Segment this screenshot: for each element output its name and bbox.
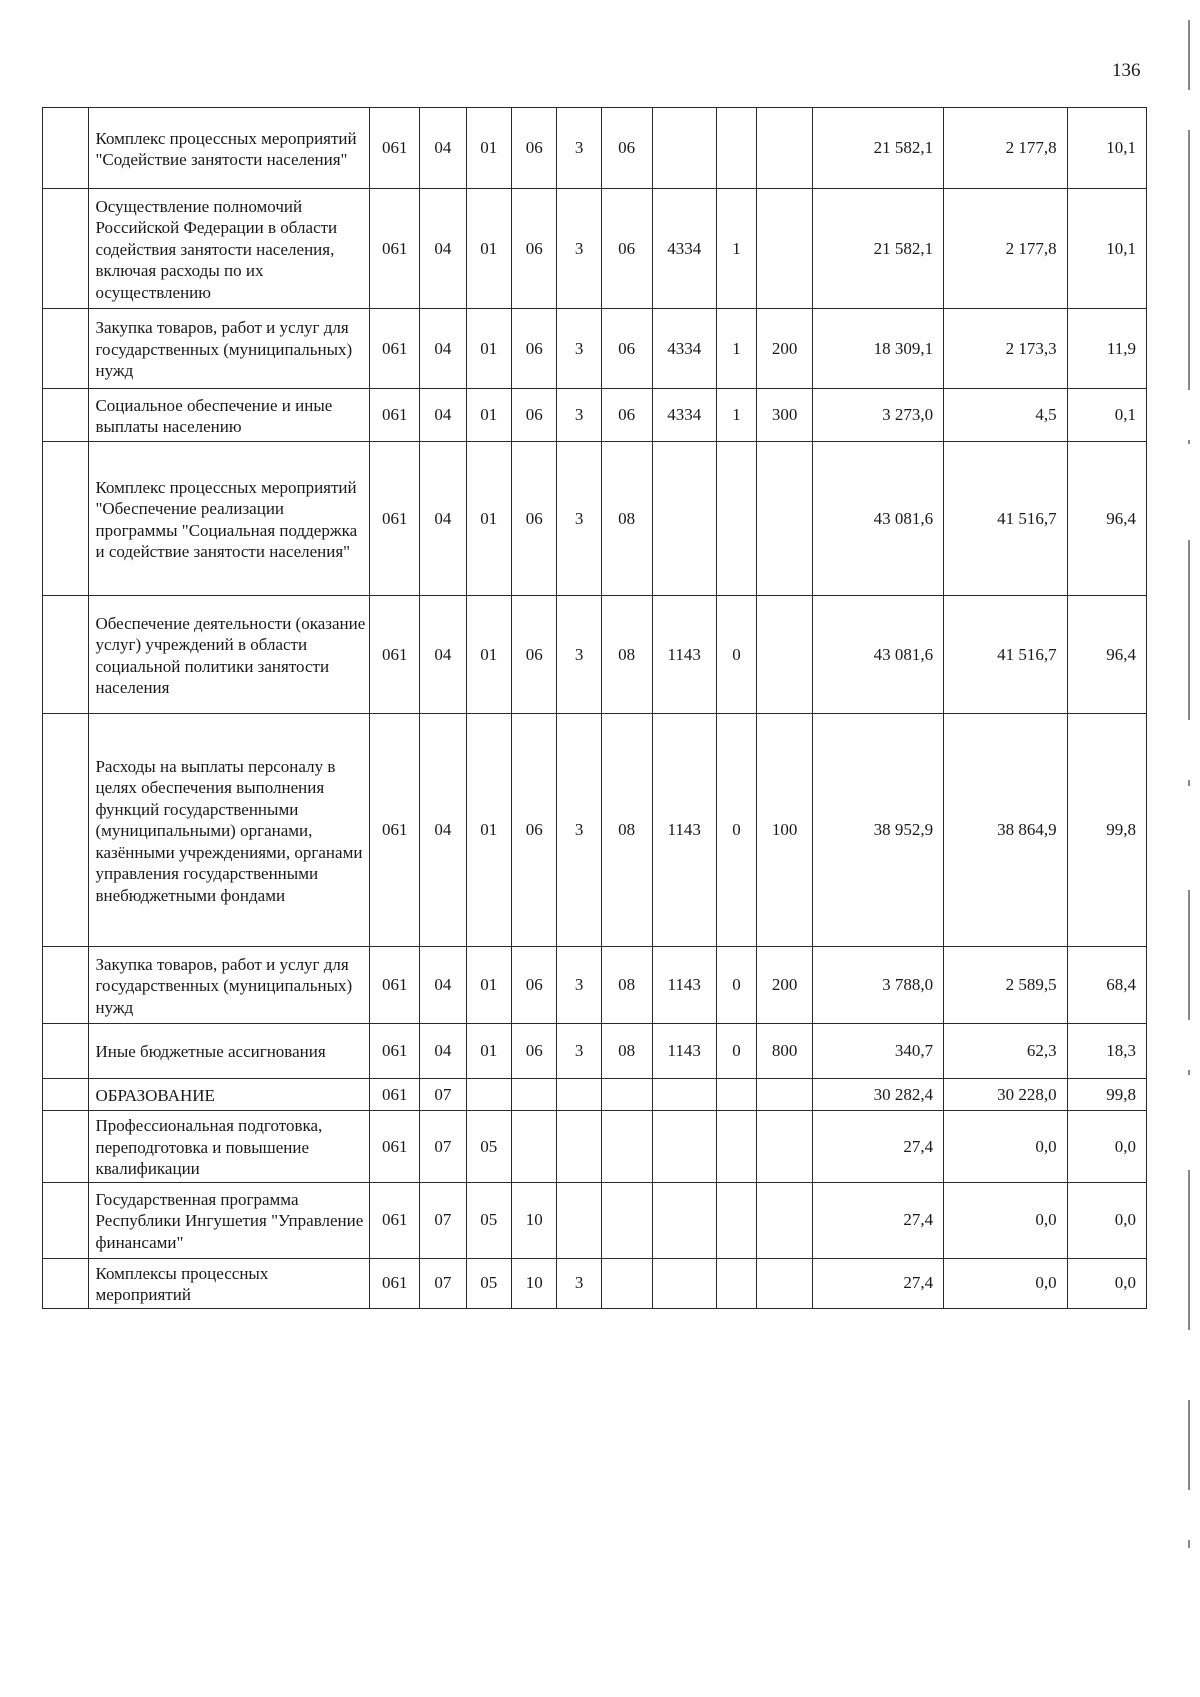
code-type-cell: 3 xyxy=(557,442,601,596)
code-admin-cell: 061 xyxy=(370,108,420,189)
code-admin-cell: 061 xyxy=(370,1024,420,1079)
expense-name-cell: Профессиональная подготовка, переподготовка и повышение квалификации xyxy=(89,1111,370,1183)
execution-percent-cell: 10,1 xyxy=(1067,189,1146,309)
code-type-cell: 3 xyxy=(557,1258,601,1308)
code-admin-cell: 061 xyxy=(370,189,420,309)
code-expense-type-cell xyxy=(757,596,813,714)
code-type-cell: 3 xyxy=(557,389,601,442)
code-subsection-cell: 05 xyxy=(466,1111,511,1183)
expense-name-cell: Закупка товаров, работ и услуг для государственных (муниципальных) нужд xyxy=(89,947,370,1024)
expense-name-cell: Государственная программа Республики Ингушетия "Управление финансами" xyxy=(89,1182,370,1258)
code-subdirection-cell: 1 xyxy=(716,389,756,442)
executed-amount-cell: 4,5 xyxy=(944,389,1068,442)
scan-edge-marks xyxy=(1188,20,1191,1680)
table-row xyxy=(43,1182,1147,1258)
code-complex-cell: 06 xyxy=(601,309,652,389)
code-subdirection-cell: 0 xyxy=(716,714,756,947)
executed-amount-cell: 41 516,7 xyxy=(944,442,1068,596)
code-type-cell: 3 xyxy=(557,309,601,389)
execution-percent-cell: 96,4 xyxy=(1067,596,1146,714)
code-subsection-cell: 01 xyxy=(466,714,511,947)
code-type-cell xyxy=(557,1111,601,1183)
code-expense-type-cell: 800 xyxy=(757,1024,813,1079)
table-row xyxy=(43,1111,1147,1183)
code-admin-cell: 061 xyxy=(370,1111,420,1183)
code-subsection-cell: 01 xyxy=(466,108,511,189)
code-subdirection-cell xyxy=(716,442,756,596)
code-expense-type-cell xyxy=(757,1182,813,1258)
code-section-cell: 04 xyxy=(420,1024,466,1079)
code-complex-cell: 08 xyxy=(601,714,652,947)
code-program-cell: 06 xyxy=(512,1024,557,1079)
table-row xyxy=(43,1258,1147,1308)
code-type-cell: 3 xyxy=(557,714,601,947)
code-subsection-cell: 01 xyxy=(466,1024,511,1079)
code-type-cell xyxy=(557,1182,601,1258)
execution-percent-cell: 11,9 xyxy=(1067,309,1146,389)
code-subsection-cell: 01 xyxy=(466,189,511,309)
code-subdirection-cell xyxy=(716,1258,756,1308)
code-subsection-cell: 01 xyxy=(466,947,511,1024)
table-row xyxy=(43,309,1147,389)
code-section-cell: 04 xyxy=(420,947,466,1024)
executed-amount-cell: 41 516,7 xyxy=(944,596,1068,714)
planned-amount-cell: 340,7 xyxy=(813,1024,944,1079)
code-program-cell: 06 xyxy=(512,596,557,714)
code-expense-type-cell xyxy=(757,1111,813,1183)
code-expense-type-cell xyxy=(757,1258,813,1308)
code-complex-cell: 08 xyxy=(601,442,652,596)
code-section-cell: 04 xyxy=(420,442,466,596)
table-row xyxy=(43,108,1147,189)
code-program-cell: 06 xyxy=(512,189,557,309)
executed-amount-cell: 2 177,8 xyxy=(944,108,1068,189)
code-direction-cell xyxy=(652,442,716,596)
executed-amount-cell: 2 173,3 xyxy=(944,309,1068,389)
planned-amount-cell: 18 309,1 xyxy=(813,309,944,389)
code-subsection-cell: 05 xyxy=(466,1258,511,1308)
execution-percent-cell: 96,4 xyxy=(1067,442,1146,596)
code-admin-cell: 061 xyxy=(370,389,420,442)
execution-percent-cell: 10,1 xyxy=(1067,108,1146,189)
code-direction-cell xyxy=(652,1182,716,1258)
execution-percent-cell: 18,3 xyxy=(1067,1024,1146,1079)
code-type-cell: 3 xyxy=(557,1024,601,1079)
row-number-cell xyxy=(43,947,89,1024)
code-subdirection-cell: 1 xyxy=(716,189,756,309)
budget-table-wrapper xyxy=(42,107,1147,1309)
code-subdirection-cell: 1 xyxy=(716,309,756,389)
code-subdirection-cell xyxy=(716,1182,756,1258)
table-row xyxy=(43,389,1147,442)
row-number-cell xyxy=(43,309,89,389)
planned-amount-cell: 27,4 xyxy=(813,1258,944,1308)
code-subdirection-cell xyxy=(716,1079,756,1111)
expense-name-cell: Комплекс процессных мероприятий "Содействие занятости населения" xyxy=(89,108,370,189)
planned-amount-cell: 27,4 xyxy=(813,1182,944,1258)
code-subdirection-cell: 0 xyxy=(716,596,756,714)
code-subsection-cell: 01 xyxy=(466,309,511,389)
executed-amount-cell: 2 177,8 xyxy=(944,189,1068,309)
code-type-cell: 3 xyxy=(557,596,601,714)
code-admin-cell: 061 xyxy=(370,442,420,596)
row-number-cell xyxy=(43,1182,89,1258)
expense-name-cell: Обеспечение деятельности (оказание услуг) учреждений в области социальной политики занятости населения xyxy=(89,596,370,714)
planned-amount-cell: 3 788,0 xyxy=(813,947,944,1024)
table-row xyxy=(43,714,1147,947)
row-number-cell xyxy=(43,1258,89,1308)
code-direction-cell xyxy=(652,108,716,189)
code-direction-cell xyxy=(652,1079,716,1111)
planned-amount-cell: 43 081,6 xyxy=(813,596,944,714)
code-direction-cell: 4334 xyxy=(652,389,716,442)
code-expense-type-cell xyxy=(757,189,813,309)
code-type-cell: 3 xyxy=(557,189,601,309)
executed-amount-cell: 0,0 xyxy=(944,1182,1068,1258)
code-expense-type-cell: 100 xyxy=(757,714,813,947)
expense-name-cell: Закупка товаров, работ и услуг для государственных (муниципальных) нужд xyxy=(89,309,370,389)
table-row xyxy=(43,947,1147,1024)
table-row xyxy=(43,596,1147,714)
executed-amount-cell: 38 864,9 xyxy=(944,714,1068,947)
expense-name-cell: Расходы на выплаты персоналу в целях обеспечения выполнения функций государственными (муниципальными) органами, казёнными учреждениями, органами управления государственными внебюджетными фондами xyxy=(89,714,370,947)
code-complex-cell xyxy=(601,1182,652,1258)
code-program-cell: 10 xyxy=(512,1258,557,1308)
code-subdirection-cell: 0 xyxy=(716,947,756,1024)
code-program-cell: 06 xyxy=(512,309,557,389)
code-subsection-cell: 01 xyxy=(466,389,511,442)
code-admin-cell: 061 xyxy=(370,947,420,1024)
executed-amount-cell: 62,3 xyxy=(944,1024,1068,1079)
executed-amount-cell: 2 589,5 xyxy=(944,947,1068,1024)
code-program-cell: 06 xyxy=(512,947,557,1024)
code-program-cell xyxy=(512,1111,557,1183)
code-direction-cell: 1143 xyxy=(652,596,716,714)
table-row xyxy=(43,189,1147,309)
row-number-cell xyxy=(43,108,89,189)
code-section-cell: 04 xyxy=(420,309,466,389)
code-program-cell: 06 xyxy=(512,714,557,947)
execution-percent-cell: 0,0 xyxy=(1067,1182,1146,1258)
code-expense-type-cell: 200 xyxy=(757,309,813,389)
table-row xyxy=(43,1024,1147,1079)
expense-name-cell: Иные бюджетные ассигнования xyxy=(89,1024,370,1079)
code-admin-cell: 061 xyxy=(370,1182,420,1258)
code-complex-cell: 06 xyxy=(601,108,652,189)
planned-amount-cell: 43 081,6 xyxy=(813,442,944,596)
code-expense-type-cell xyxy=(757,442,813,596)
code-admin-cell: 061 xyxy=(370,309,420,389)
code-complex-cell xyxy=(601,1079,652,1111)
table-body xyxy=(43,108,1147,1309)
execution-percent-cell: 0,0 xyxy=(1067,1258,1146,1308)
code-type-cell: 3 xyxy=(557,108,601,189)
code-admin-cell: 061 xyxy=(370,596,420,714)
code-section-cell: 07 xyxy=(420,1111,466,1183)
executed-amount-cell: 0,0 xyxy=(944,1258,1068,1308)
planned-amount-cell: 30 282,4 xyxy=(813,1079,944,1111)
code-section-cell: 07 xyxy=(420,1079,466,1111)
code-complex-cell xyxy=(601,1111,652,1183)
code-admin-cell: 061 xyxy=(370,1079,420,1111)
execution-percent-cell: 68,4 xyxy=(1067,947,1146,1024)
code-complex-cell xyxy=(601,1258,652,1308)
row-number-cell xyxy=(43,596,89,714)
code-complex-cell: 06 xyxy=(601,389,652,442)
code-expense-type-cell: 300 xyxy=(757,389,813,442)
code-program-cell: 06 xyxy=(512,389,557,442)
code-direction-cell xyxy=(652,1258,716,1308)
code-direction-cell: 4334 xyxy=(652,189,716,309)
code-section-cell: 07 xyxy=(420,1182,466,1258)
code-type-cell: 3 xyxy=(557,947,601,1024)
page-number: 136 xyxy=(1112,60,1141,81)
execution-percent-cell: 0,0 xyxy=(1067,1111,1146,1183)
code-complex-cell: 06 xyxy=(601,189,652,309)
row-number-cell xyxy=(43,1111,89,1183)
code-admin-cell: 061 xyxy=(370,714,420,947)
planned-amount-cell: 3 273,0 xyxy=(813,389,944,442)
code-section-cell: 04 xyxy=(420,389,466,442)
planned-amount-cell: 21 582,1 xyxy=(813,108,944,189)
code-program-cell xyxy=(512,1079,557,1111)
code-direction-cell xyxy=(652,1111,716,1183)
code-subdirection-cell xyxy=(716,1111,756,1183)
code-expense-type-cell xyxy=(757,1079,813,1111)
planned-amount-cell: 21 582,1 xyxy=(813,189,944,309)
executed-amount-cell: 30 228,0 xyxy=(944,1079,1068,1111)
code-expense-type-cell: 200 xyxy=(757,947,813,1024)
expense-name-cell: Социальное обеспечение и иные выплаты населению xyxy=(89,389,370,442)
code-direction-cell: 1143 xyxy=(652,947,716,1024)
row-number-cell xyxy=(43,714,89,947)
row-number-cell xyxy=(43,442,89,596)
row-number-cell xyxy=(43,1079,89,1111)
code-subsection-cell xyxy=(466,1079,511,1111)
code-admin-cell: 061 xyxy=(370,1258,420,1308)
code-section-cell: 04 xyxy=(420,108,466,189)
table-row xyxy=(43,442,1147,596)
code-subsection-cell: 05 xyxy=(466,1182,511,1258)
code-program-cell: 06 xyxy=(512,442,557,596)
planned-amount-cell: 27,4 xyxy=(813,1111,944,1183)
code-subdirection-cell xyxy=(716,108,756,189)
code-program-cell: 10 xyxy=(512,1182,557,1258)
execution-percent-cell: 99,8 xyxy=(1067,714,1146,947)
row-number-cell xyxy=(43,189,89,309)
code-section-cell: 04 xyxy=(420,714,466,947)
expense-name-cell: Комплекс процессных мероприятий "Обеспечение реализации программы "Социальная поддержка и содействие занятости населения" xyxy=(89,442,370,596)
expense-name-cell: Осуществление полномочий Российской Федерации в области содействия занятости населения, включая расходы по их осуществлению xyxy=(89,189,370,309)
executed-amount-cell: 0,0 xyxy=(944,1111,1068,1183)
row-number-cell xyxy=(43,1024,89,1079)
execution-percent-cell: 0,1 xyxy=(1067,389,1146,442)
code-program-cell: 06 xyxy=(512,108,557,189)
code-complex-cell: 08 xyxy=(601,596,652,714)
budget-table xyxy=(42,107,1147,1309)
code-section-cell: 07 xyxy=(420,1258,466,1308)
planned-amount-cell: 38 952,9 xyxy=(813,714,944,947)
code-section-cell: 04 xyxy=(420,189,466,309)
code-section-cell: 04 xyxy=(420,596,466,714)
expense-name-cell: ОБРАЗОВАНИЕ xyxy=(89,1079,370,1111)
code-type-cell xyxy=(557,1079,601,1111)
execution-percent-cell: 99,8 xyxy=(1067,1079,1146,1111)
code-complex-cell: 08 xyxy=(601,947,652,1024)
code-expense-type-cell xyxy=(757,108,813,189)
code-subdirection-cell: 0 xyxy=(716,1024,756,1079)
row-number-cell xyxy=(43,389,89,442)
code-direction-cell: 1143 xyxy=(652,1024,716,1079)
code-complex-cell: 08 xyxy=(601,1024,652,1079)
table-row xyxy=(43,1079,1147,1111)
code-direction-cell: 4334 xyxy=(652,309,716,389)
code-subsection-cell: 01 xyxy=(466,442,511,596)
expense-name-cell: Комплексы процессных мероприятий xyxy=(89,1258,370,1308)
code-subsection-cell: 01 xyxy=(466,596,511,714)
code-direction-cell: 1143 xyxy=(652,714,716,947)
